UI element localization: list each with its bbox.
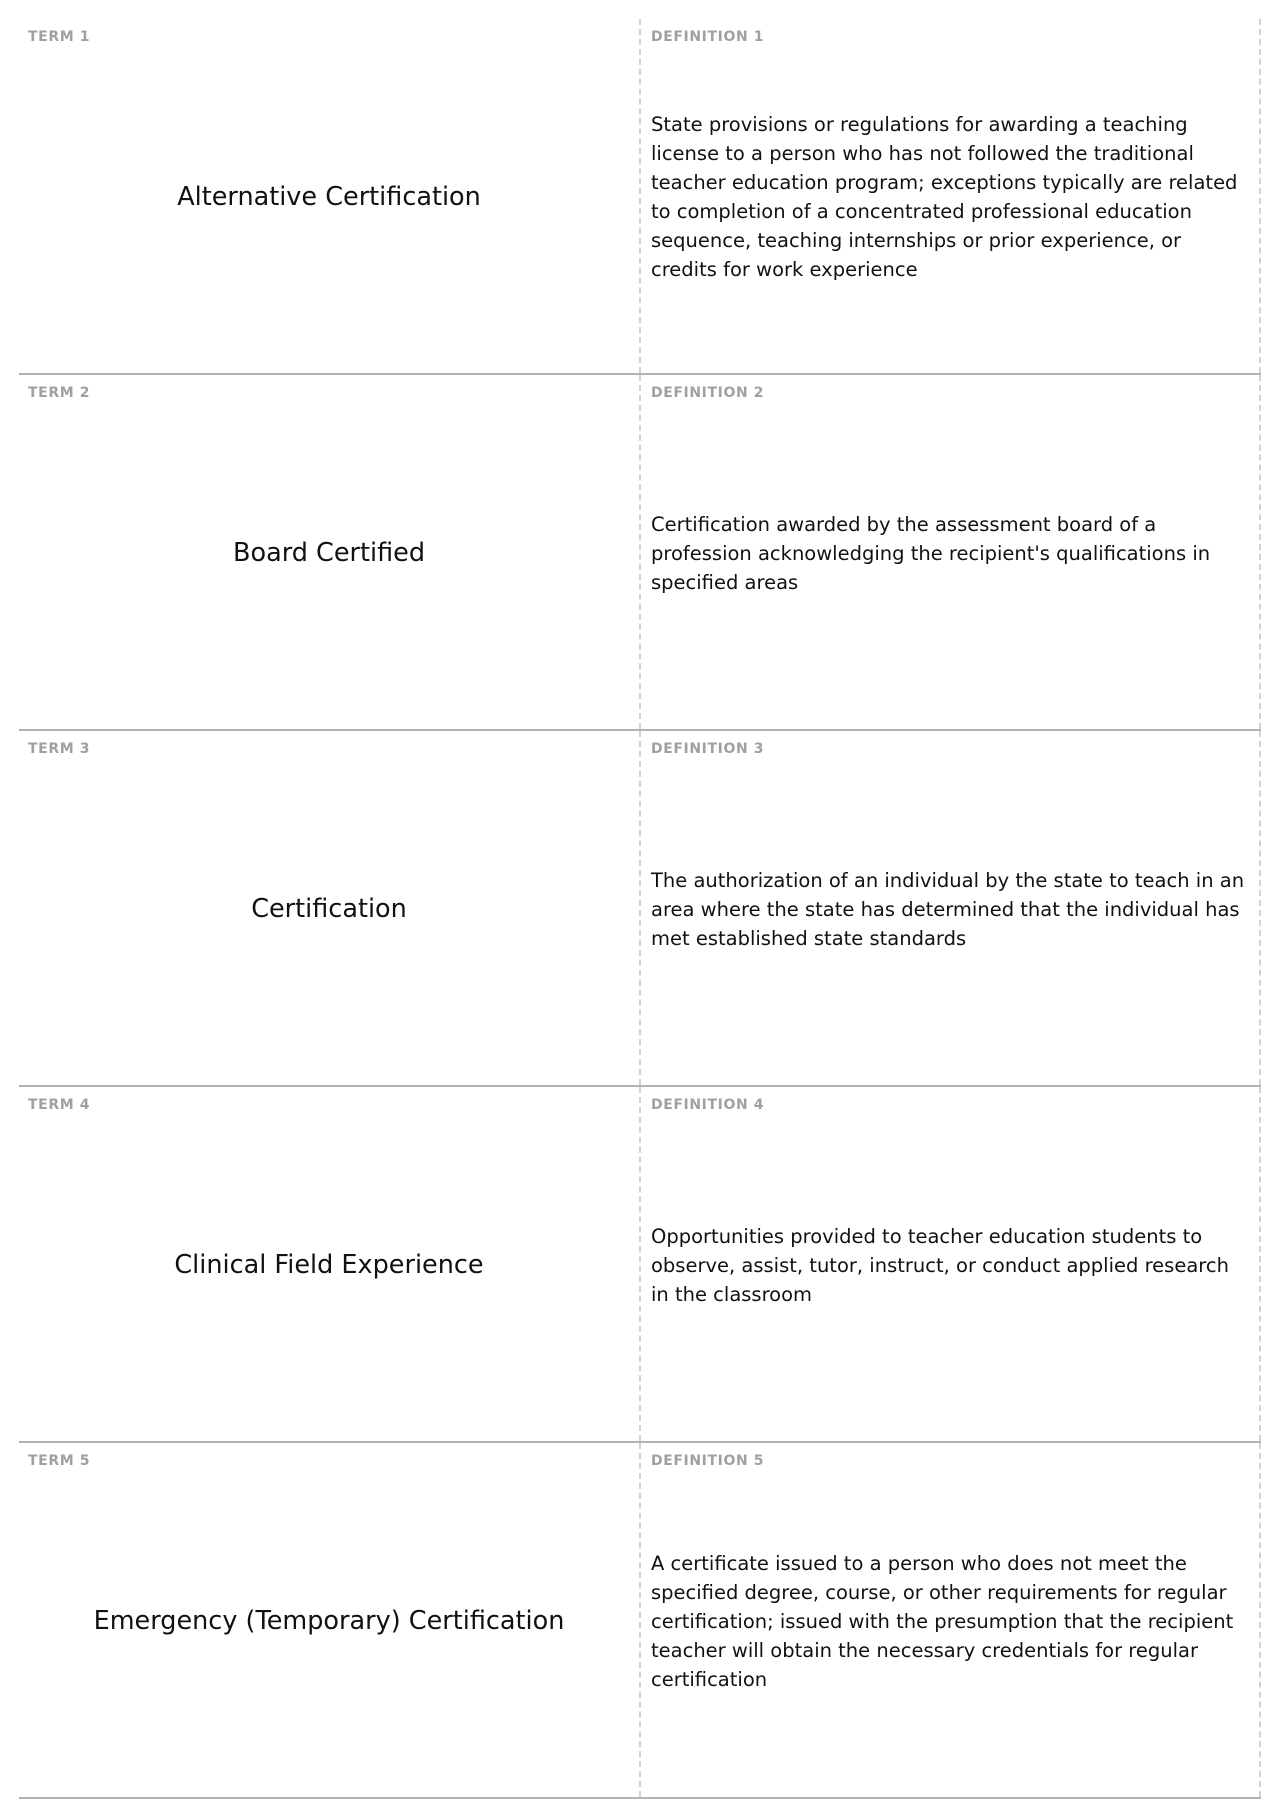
definition-cell: [641, 1443, 1261, 1797]
definition-text: Certification awarded by the assessment board of a profession acknowledging the recipient's qualifications in specified areas: [651, 512, 1211, 594]
definition-text: The authorization of an individual by the state to teach in an area where the state has determined that the individual has met established state standards: [651, 868, 1245, 950]
term-text: Board Certified: [232, 538, 426, 568]
flashcard-row-5: [19, 1443, 1261, 1799]
term-cell: [19, 1443, 641, 1797]
term-text: Emergency (Temporary) Certification: [93, 1606, 565, 1636]
term-number-label: TERM 3: [28, 741, 91, 757]
definition-text: Opportunities provided to teacher education students to observe, assist, tutor, instruct, or conduct applied research in the classroom: [651, 1224, 1229, 1306]
flashcard-row-1: [19, 19, 1261, 375]
definition-number-label: DEFINITION 3: [651, 741, 765, 757]
term-cell: [19, 1087, 641, 1441]
term-text: Clinical Field Experience: [174, 1250, 484, 1280]
term-text: Alternative Certification: [177, 182, 481, 212]
definition-number-label: DEFINITION 5: [651, 1453, 765, 1469]
term-number-label: TERM 2: [28, 385, 91, 401]
flashcard-row-3: [19, 731, 1261, 1087]
definition-number-label: DEFINITION 4: [651, 1097, 765, 1113]
definition-cell: [641, 1087, 1261, 1441]
definition-cell: [641, 19, 1261, 373]
term-number-label: TERM 5: [28, 1453, 91, 1469]
term-cell: [19, 19, 641, 373]
flashcard-row-2: [19, 375, 1261, 731]
flashcard-sheet: [19, 19, 1261, 1799]
term-number-label: TERM 1: [28, 29, 91, 45]
definition-cell: [641, 731, 1261, 1085]
definition-cell: [641, 375, 1261, 729]
flashcard-row-4: [19, 1087, 1261, 1443]
definition-number-label: DEFINITION 2: [651, 385, 765, 401]
definition-text: State provisions or regulations for awarding a teaching license to a person who has not followed the traditional teacher education program; exceptions typically are related to completion of a concentrated professional education sequence, teaching internships or prior experience, or credits for work experience: [651, 113, 1238, 281]
definition-number-label: DEFINITION 1: [651, 29, 765, 45]
term-cell: [19, 731, 641, 1085]
term-cell: [19, 375, 641, 729]
term-text: Certification: [251, 894, 407, 924]
term-number-label: TERM 4: [28, 1097, 91, 1113]
definition-text: A certificate issued to a person who does not meet the specified degree, course, or other requirements for regular certification; issued with the presumption that the recipient teacher will obtain the necessary credentials for regular certification: [651, 1551, 1234, 1691]
